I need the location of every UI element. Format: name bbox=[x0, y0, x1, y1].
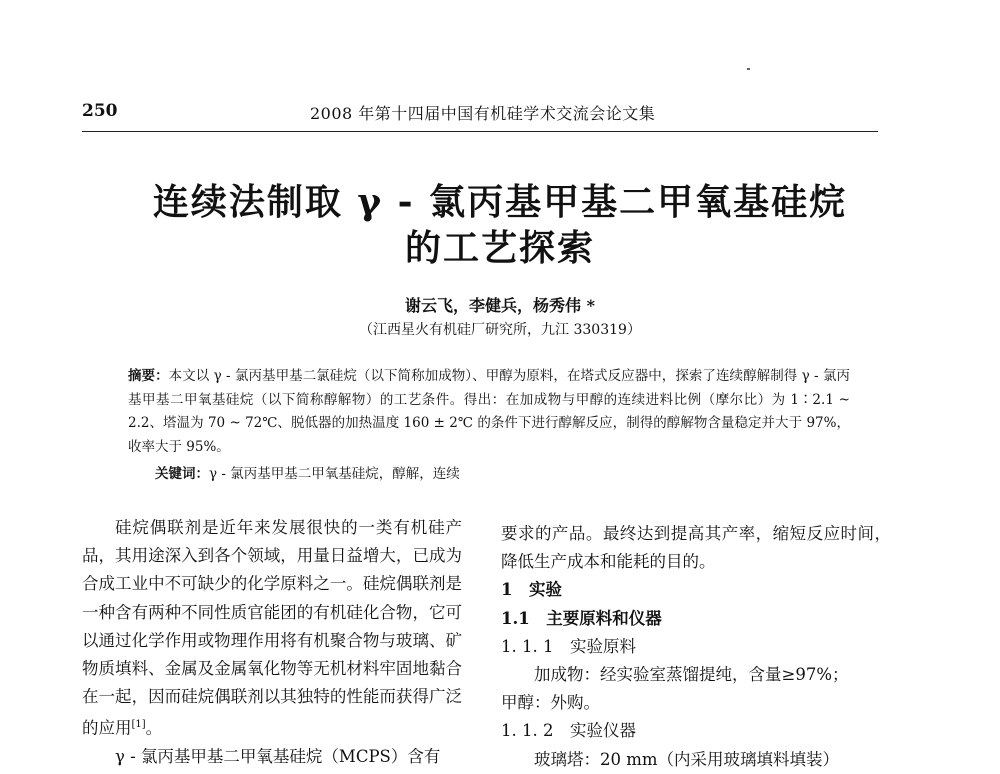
section-1-heading: 1 实验 bbox=[501, 580, 562, 600]
section-1-1-1-heading: 1. 1. 1 实验原料 bbox=[501, 636, 636, 656]
authors: 谢云飞，李健兵，杨秀伟 * bbox=[405, 296, 595, 315]
continued-paragraph: 要求的产品。最终达到提高其产率，缩短反应时间，降低生产成本和能耗的目的。 bbox=[501, 524, 891, 572]
equipment-text: 玻璃塔：20 mm（内采用玻璃填料填装） bbox=[534, 749, 840, 769]
paper-title-line-2: 的工艺探索 bbox=[404, 227, 595, 269]
right-column bbox=[501, 520, 891, 774]
left-column bbox=[82, 514, 462, 771]
keywords-text: γ - 氯丙基甲基二甲氧基硅烷，醇解，连续 bbox=[209, 466, 460, 482]
running-header: 2008 年第十四届中国有机硅学术交流会论文集 bbox=[310, 104, 656, 123]
abstract-label: 摘要： bbox=[128, 368, 169, 384]
paper-title-line-1: 连续法制取 γ - 氯丙基甲基二甲氧基硅烷 bbox=[152, 181, 848, 223]
keywords bbox=[155, 462, 460, 482]
citation-ref: [1] bbox=[131, 719, 146, 731]
page-number: 250 bbox=[82, 101, 118, 121]
section-1-1-heading: 1.1 主要原料和仪器 bbox=[501, 608, 662, 628]
abstract-text: 本文以 γ - 氯丙基甲基二氯硅烷（以下简称加成物）、甲醇为原料，在塔式反应器中，探索了连续醇解制得 γ - 氯丙基甲基二甲氧基硅烷（以下简称醇解物）的工艺条件。得出：在加成物与甲醇的连续进料比例（摩尔比）为 1∶2.1 ~ 2.2、塔温为 70 ~ 72℃、脱低器的加热温度 160 ± 2℃ 的条件下进行醇解反应，制得的醇解物含量稳定并大于 97%，收率大于 95%。 bbox=[128, 368, 850, 455]
intro-paragraph bbox=[82, 514, 462, 743]
methanol-text: 甲醇：外购。 bbox=[501, 693, 600, 713]
materials-text: 加成物：经实验室蒸馏提纯，含量≥97%； bbox=[534, 665, 849, 685]
abstract bbox=[128, 365, 850, 459]
section-1-1-2-heading: 1. 1. 2 实验仪器 bbox=[501, 721, 636, 741]
intro-text-end: 。 bbox=[145, 718, 163, 738]
affiliation: （江西星火有机硅厂研究所，九江 330319） bbox=[359, 322, 641, 338]
mcps-paragraph: γ - 氯丙基甲基二甲氧基硅烷（MCPS）含有 bbox=[115, 747, 441, 767]
header-rule bbox=[82, 131, 878, 132]
intro-text: 硅烷偶联剂是近年来发展很快的一类有机硅产品，其用途深入到各个领域，用量日益增大，已成为合成工业中不可缺少的化学原料之一。硅烷偶联剂是一种含有两种不同性质官能团的有机硅化合物，它可以通过化学作用或物理作用将有机聚合物与玻璃、矿物质填料、金属及金属氧化物等无机材料牢固地黏合在一起，因而硅烷偶联剂以其独特的性能而获得广泛的应用 bbox=[82, 518, 462, 738]
scan-speck bbox=[747, 68, 750, 70]
keywords-label: 关键词： bbox=[155, 466, 209, 482]
